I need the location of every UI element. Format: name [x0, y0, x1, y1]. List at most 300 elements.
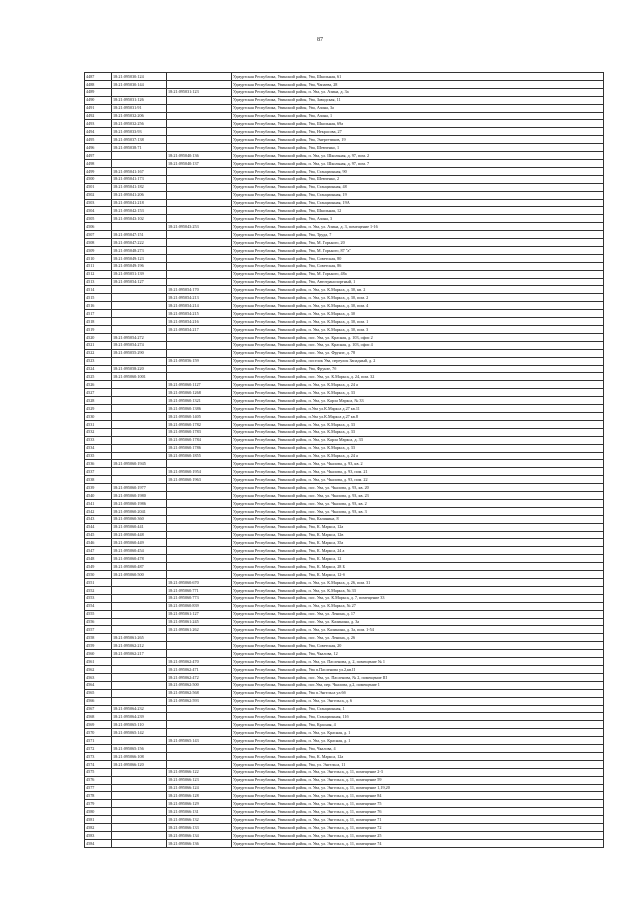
table-row — [85, 602, 604, 610]
address-cell: Удмуртская Республика, Увинский район, п. Ува, ул. Чкалова, д. 93, кв. 2 — [232, 460, 604, 468]
premises-cadastral-number-cell — [167, 270, 232, 278]
address-cell: Удмуртская Республика, Увинский район, п. Ува, ул. Карла Маркса, д. 33 — [232, 436, 604, 444]
cadastral-number-cell — [112, 452, 167, 460]
address-cell: Удмуртская Республика, Увинский район, п. Ува, ул. К.Маркса, д. 24 а — [232, 381, 604, 389]
cadastral-number-cell: 18:21:095051:139 — [112, 270, 167, 278]
table-row — [85, 152, 604, 160]
cadastral-number-cell: 18:21:095037:138 — [112, 136, 167, 144]
table-row — [85, 365, 604, 373]
table-row — [85, 270, 604, 278]
premises-cadastral-number-cell: 18:21:095062:471 — [167, 665, 232, 673]
address-cell: Удмуртская Республика, Увинский район, Ува, Чапаева, 28 — [232, 80, 604, 88]
cadastral-number-cell: 18:21:095060:1001 — [112, 373, 167, 381]
table-row — [85, 389, 604, 397]
cadastral-number-cell: 18:21:095031:126 — [112, 96, 167, 104]
table-row — [85, 286, 604, 294]
premises-cadastral-number-cell — [167, 262, 232, 270]
table-row — [85, 571, 604, 579]
premises-cadastral-number-cell — [167, 231, 232, 239]
row-number-cell: 4573 — [85, 752, 112, 760]
premises-cadastral-number-cell: 18:21:095056:159 — [167, 357, 232, 365]
row-number-cell: 4544 — [85, 523, 112, 531]
premises-cadastral-number-cell — [167, 144, 232, 152]
row-number-cell: 4503 — [85, 199, 112, 207]
cadastral-number-cell — [112, 824, 167, 832]
address-cell: Удмуртская Республика, Увинский район, п. Ува, ул. Школьная, д. 97, пом. 7 — [232, 159, 604, 167]
table-row — [85, 191, 604, 199]
cadastral-number-cell — [112, 389, 167, 397]
table-row — [85, 800, 604, 808]
row-number-cell: 4516 — [85, 302, 112, 310]
premises-cadastral-number-cell — [167, 175, 232, 183]
premises-cadastral-number-cell — [167, 128, 232, 136]
address-cell: Удмуртская Республика, Увинский район, п. Ува, ул. К.Маркса, д. 33 — [232, 428, 604, 436]
address-cell: Удмуртская Республика, Увинский район, п. Ува, ул. К.Маркса, д. 26, пом. 31 — [232, 579, 604, 587]
cadastral-number-cell — [112, 302, 167, 310]
table-row — [85, 199, 604, 207]
address-cell: Удмуртская Республика, Увинский район, п. Ува, ул. К.Маркса, д. 30, пом. 3 — [232, 326, 604, 334]
address-cell: Удмуртская Республика, Увинский район, п. Ува, ул. К.Маркса, № 27 — [232, 602, 604, 610]
cadastral-number-cell — [112, 784, 167, 792]
premises-cadastral-number-cell: 18:21:095060:1963 — [167, 476, 232, 484]
row-number-cell: 4512 — [85, 270, 112, 278]
address-cell: Удмуртская Республика, Увинский район, п. Ува, ул. Красная, д. 1 — [232, 737, 604, 745]
row-number-cell: 4574 — [85, 760, 112, 768]
address-cell: Удмуртская Республика, Увинский район, п. Ува, ул. Чкалова, д. 93, пом. 22 — [232, 476, 604, 484]
table-row — [85, 436, 604, 444]
premises-cadastral-number-cell — [167, 634, 232, 642]
address-cell: Удмуртская Республика, Увинский район, п. Ува, ул. К.Маркса, № 33 — [232, 586, 604, 594]
table-row — [85, 167, 604, 175]
table-row — [85, 476, 604, 484]
premises-cadastral-number-cell: 18:21:095066:129 — [167, 800, 232, 808]
cadastral-number-cell: 18:21:095060:449 — [112, 539, 167, 547]
premises-cadastral-number-cell — [167, 80, 232, 88]
address-cell: Удмуртская Республика, Увинский район, Ува, Азина, 1 — [232, 112, 604, 120]
row-number-cell: 4527 — [85, 389, 112, 397]
table-row — [85, 484, 604, 492]
table-row — [85, 357, 604, 365]
premises-cadastral-number-cell — [167, 760, 232, 768]
table-row — [85, 262, 604, 270]
cadastral-number-cell — [112, 697, 167, 705]
row-number-cell: 4492 — [85, 112, 112, 120]
cadastral-number-cell: 18:21:095058:220 — [112, 365, 167, 373]
premises-cadastral-number-cell: 18:21:095054:217 — [167, 326, 232, 334]
cadastral-number-cell — [112, 626, 167, 634]
premises-cadastral-number-cell — [167, 120, 232, 128]
row-number-cell: 4521 — [85, 341, 112, 349]
premises-cadastral-number-cell — [167, 752, 232, 760]
address-cell: Удмуртская Республика, Увинский район, пос. Ува, ул. Чкалова, д. 93, кв. 3 — [232, 507, 604, 515]
premises-cadastral-number-cell: 18:21:095054:216 — [167, 318, 232, 326]
row-number-cell: 4500 — [85, 175, 112, 183]
address-cell: Удмуртская Республика, Увинский район, Ува, Труда, 7 — [232, 231, 604, 239]
address-cell: Удмуртская Республика, Увинский район, пос. Ува, ул. К.Маркса, д. 24, пом. 32 — [232, 373, 604, 381]
premises-cadastral-number-cell: 18:21:095066:128 — [167, 792, 232, 800]
row-number-cell: 4499 — [85, 167, 112, 175]
cadastral-number-cell: 18:21:095060:441 — [112, 523, 167, 531]
premises-cadastral-number-cell: 18:21:095060:670 — [167, 579, 232, 587]
row-number-cell: 4490 — [85, 96, 112, 104]
address-cell: Удмуртская Республика, Увинский район, пос. Ува, ул. Чкалова, д. 93, кв. 2 — [232, 499, 604, 507]
premises-cadastral-number-cell: 18:21:095060:1386 — [167, 405, 232, 413]
table-row — [85, 73, 604, 81]
premises-cadastral-number-cell: 18:21:095060:1855 — [167, 452, 232, 460]
table-row — [85, 721, 604, 729]
address-cell: Удмуртская Республика, Увинский район, п. Ува, ул. Азина, д. 3а — [232, 88, 604, 96]
table-row — [85, 128, 604, 136]
address-cell: Удмуртская Республика, Увинский район, п. Ува, ул. Школьная, д. 97, пом. 2 — [232, 152, 604, 160]
premises-cadastral-number-cell — [167, 183, 232, 191]
cadastral-number-cell: 18:21:095055:290 — [112, 349, 167, 357]
row-number-cell: 4540 — [85, 492, 112, 500]
address-cell: Удмуртская Республика, Увинский район, Ува, М. Горького, 48а — [232, 270, 604, 278]
table-row — [85, 104, 604, 112]
row-number-cell: 4581 — [85, 816, 112, 824]
row-number-cell: 4501 — [85, 183, 112, 191]
address-cell: Удмуртская Республика, Увинский район, п. Ува, ул. К.Маркса, д. 30, пом. 1 — [232, 318, 604, 326]
row-number-cell: 4537 — [85, 468, 112, 476]
row-number-cell: 4580 — [85, 808, 112, 816]
address-cell: Удмуртская Республика, Увинский район, п.Ува ул.К.Маркса д.27 кв.8 — [232, 412, 604, 420]
table-row — [85, 428, 604, 436]
cadastral-number-cell — [112, 808, 167, 816]
premises-cadastral-number-cell: 18:21:095054:214 — [167, 302, 232, 310]
premises-cadastral-number-cell — [167, 349, 232, 357]
address-cell: Удмуртская Республика, Увинский район, Ува, Станционная, 90 — [232, 167, 604, 175]
premises-cadastral-number-cell: 18:21:095066:136 — [167, 839, 232, 847]
table-row — [85, 381, 604, 389]
premises-cadastral-number-cell — [167, 484, 232, 492]
premises-cadastral-number-cell — [167, 555, 232, 563]
cadastral-number-cell — [112, 816, 167, 824]
address-cell: Удмуртская Республика, Увинский район, Ува, М. Горького, 87 "а" — [232, 246, 604, 254]
premises-cadastral-number-cell — [167, 713, 232, 721]
premises-cadastral-number-cell — [167, 333, 232, 341]
address-cell: Удмуртская Республика, Увинский район, п. Ува, ул. Карла Маркса, № 33 — [232, 397, 604, 405]
row-number-cell: 4520 — [85, 333, 112, 341]
row-number-cell: 4582 — [85, 824, 112, 832]
table-row — [85, 745, 604, 753]
premises-cadastral-number-cell: 18:21:095060:1268 — [167, 389, 232, 397]
row-number-cell: 4559 — [85, 642, 112, 650]
table-row — [85, 254, 604, 262]
table-row — [85, 713, 604, 721]
row-number-cell: 4566 — [85, 697, 112, 705]
cadastral-number-cell: 18:21:095062:212 — [112, 642, 167, 650]
cadastral-number-cell — [112, 673, 167, 681]
premises-cadastral-number-cell — [167, 507, 232, 515]
address-cell: Удмуртская Республика, Увинский район, Ува, Советская, 80 — [232, 254, 604, 262]
table-row — [85, 824, 604, 832]
address-cell: Удмуртская Республика, Увинский район, п. Ува, ул. Азина, д. 3, помещение 1-16 — [232, 223, 604, 231]
cadastral-number-cell: 18:21:095054:272 — [112, 333, 167, 341]
row-number-cell: 4496 — [85, 144, 112, 152]
premises-cadastral-number-cell: 18:21:095066:132 — [167, 816, 232, 824]
address-cell: Удмуртская Республика, Увинский район, п. Ува, ул. Энгельса, д. 11, помещение 74 — [232, 839, 604, 847]
table-row — [85, 832, 604, 840]
cadastral-number-cell — [112, 420, 167, 428]
row-number-cell: 4506 — [85, 223, 112, 231]
premises-cadastral-number-cell — [167, 745, 232, 753]
premises-cadastral-number-cell — [167, 460, 232, 468]
cadastral-number-cell — [112, 412, 167, 420]
table-row — [85, 752, 604, 760]
row-number-cell: 4552 — [85, 586, 112, 594]
premises-cadastral-number-cell: 18:21:095054:170 — [167, 286, 232, 294]
row-number-cell: 4575 — [85, 768, 112, 776]
table-row — [85, 294, 604, 302]
cadastral-number-cell — [112, 397, 167, 405]
table-row — [85, 223, 604, 231]
table-row — [85, 175, 604, 183]
row-number-cell: 4489 — [85, 88, 112, 96]
row-number-cell: 4554 — [85, 602, 112, 610]
cadastral-number-cell — [112, 768, 167, 776]
premises-cadastral-number-cell: 18:21:095062:500 — [167, 681, 232, 689]
premises-cadastral-number-cell: 18:21:095040:136 — [167, 152, 232, 160]
cadastral-number-cell — [112, 665, 167, 673]
premises-cadastral-number-cell: 18:21:095062:568 — [167, 689, 232, 697]
cadastral-number-cell: 18:21:095031:91 — [112, 104, 167, 112]
premises-cadastral-number-cell: 18:21:095066:133 — [167, 824, 232, 832]
table-row — [85, 420, 604, 428]
table-row — [85, 816, 604, 824]
row-number-cell: 4545 — [85, 531, 112, 539]
address-cell: Удмуртская Республика, Увинский район, пос. Ува, ул. Красная, д. 103, офис 2 — [232, 333, 604, 341]
cadastral-number-cell — [112, 294, 167, 302]
table-row — [85, 333, 604, 341]
row-number-cell: 4494 — [85, 128, 112, 136]
cadastral-number-cell: 18:21:095066:108 — [112, 752, 167, 760]
premises-cadastral-number-cell — [167, 539, 232, 547]
cadastral-number-cell — [112, 610, 167, 618]
table-row — [85, 215, 604, 223]
cadastral-number-cell — [112, 681, 167, 689]
address-cell: Удмуртская Республика, Увинский район, п. Ува, ул. Энгельса, д. 11, помещение 72 — [232, 824, 604, 832]
cadastral-number-cell — [112, 310, 167, 318]
row-number-cell: 4553 — [85, 594, 112, 602]
cadastral-number-cell: 18:21:095066:120 — [112, 760, 167, 768]
cadastral-number-cell: 18:21:095060:454 — [112, 547, 167, 555]
table-row — [85, 468, 604, 476]
table-row — [85, 80, 604, 88]
table-row — [85, 120, 604, 128]
address-cell: Удмуртская Республика, Увинский район, поселок Ува, переулок Западный, д. 2 — [232, 357, 604, 365]
table-row — [85, 531, 604, 539]
cadastral-number-cell: 18:21:095060:478 — [112, 555, 167, 563]
address-cell: Удмуртская Республика, Увинский район, п. Ува, ул. Энгельса, д. 11, помещение 76 — [232, 808, 604, 816]
premises-cadastral-number-cell — [167, 515, 232, 523]
premises-cadastral-number-cell — [167, 642, 232, 650]
address-cell: Удмуртская Республика, Увинский район, Ува, К. Маркса, 12а — [232, 523, 604, 531]
address-cell: Удмуртская Республика, Увинский район, пос. Ува, ул. Чкалова, д. 93, кв. 23 — [232, 492, 604, 500]
row-number-cell: 4549 — [85, 563, 112, 571]
address-cell: Удмуртская Республика, Увинский район, Ува, Азина, 3 — [232, 215, 604, 223]
premises-cadastral-number-cell — [167, 136, 232, 144]
row-number-cell: 4536 — [85, 460, 112, 468]
table-row — [85, 492, 604, 500]
row-number-cell: 4568 — [85, 713, 112, 721]
premises-cadastral-number-cell: 18:21:095066:124 — [167, 784, 232, 792]
row-number-cell: 4493 — [85, 120, 112, 128]
address-cell: Удмуртская Республика, Увинский район, п. Ува, ул. Энгельса, д. 11, помещение 71 — [232, 816, 604, 824]
row-number-cell: 4534 — [85, 444, 112, 452]
row-number-cell: 4584 — [85, 839, 112, 847]
row-number-cell: 4502 — [85, 191, 112, 199]
cadastral-number-cell — [112, 159, 167, 167]
row-number-cell: 4495 — [85, 136, 112, 144]
table-row — [85, 650, 604, 658]
premises-cadastral-number-cell — [167, 73, 232, 81]
cadastral-number-cell — [112, 436, 167, 444]
cadastral-number-cell: 18:21:095049:123 — [112, 254, 167, 262]
premises-cadastral-number-cell — [167, 650, 232, 658]
cadastral-number-cell: 18:21:095032:256 — [112, 120, 167, 128]
address-cell: Удмуртская Республика, Увинский район, п. Ува, ул. Энгельса, д. 11, помещение 25 — [232, 832, 604, 840]
cadastral-number-cell — [112, 318, 167, 326]
cadastral-number-cell: 18:21:095038:71 — [112, 144, 167, 152]
address-cell: Удмуртская Республика, Увинский район, п. Ува, ул. Энгельса, д. 11, помещение 1,19,20 — [232, 784, 604, 792]
address-cell: Удмуртская Республика, Увинский район, п. Ува, ул. Энгельса, д. 11, помещение 84 — [232, 792, 604, 800]
cadastral-number-cell — [112, 428, 167, 436]
address-cell: Удмуртская Республика, Увинский район, п. Ува, ул. К.Маркса, д. 33 — [232, 389, 604, 397]
cadastral-number-cell: 18:21:095049:196 — [112, 262, 167, 270]
cadastral-number-cell — [112, 468, 167, 476]
row-number-cell: 4564 — [85, 681, 112, 689]
premises-cadastral-number-cell — [167, 729, 232, 737]
row-number-cell: 4511 — [85, 262, 112, 270]
row-number-cell: 4497 — [85, 152, 112, 160]
cadastral-number-cell — [112, 776, 167, 784]
table-row — [85, 697, 604, 705]
address-cell: Удмуртская Республика, Увинский район, п. Ува, ул. Красная, д. 1 — [232, 729, 604, 737]
address-cell: Удмуртская Республика, Увинский район, п. Ува, ул. Энгельса, д. 11, помещение 75 — [232, 800, 604, 808]
table-row — [85, 760, 604, 768]
premises-cadastral-number-cell: 18:21:095043:253 — [167, 223, 232, 231]
premises-cadastral-number-cell: 18:21:095062:472 — [167, 673, 232, 681]
row-number-cell: 4510 — [85, 254, 112, 262]
row-number-cell: 4539 — [85, 484, 112, 492]
table-row — [85, 444, 604, 452]
premises-cadastral-number-cell — [167, 499, 232, 507]
premises-cadastral-number-cell: 18:21:095065:143 — [167, 737, 232, 745]
table-row — [85, 658, 604, 666]
row-number-cell: 4507 — [85, 231, 112, 239]
address-cell: Удмуртская Республика, Увинский район, Ува, Шевченко, 1 — [232, 144, 604, 152]
table-row — [85, 460, 604, 468]
row-number-cell: 4504 — [85, 207, 112, 215]
table-row — [85, 231, 604, 239]
row-number-cell: 4526 — [85, 381, 112, 389]
premises-cadastral-number-cell: 18:21:095060:839 — [167, 602, 232, 610]
premises-cadastral-number-cell — [167, 278, 232, 286]
cadastral-number-cell: 18:21:095047:222 — [112, 239, 167, 247]
cadastral-number-cell: 18:21:095064:239 — [112, 713, 167, 721]
row-number-cell: 4532 — [85, 428, 112, 436]
row-number-cell: 4531 — [85, 420, 112, 428]
table-row — [85, 499, 604, 507]
table-row — [85, 405, 604, 413]
premises-cadastral-number-cell: 18:21:095061:127 — [167, 610, 232, 618]
address-cell: Удмуртская Республика, Увинский район, п. Ува, ул. Пасленова, д. 2, помещение № 1 — [232, 658, 604, 666]
table-row — [85, 136, 604, 144]
premises-cadastral-number-cell — [167, 254, 232, 262]
premises-cadastral-number-cell: 18:21:095060:1786 — [167, 444, 232, 452]
table-row — [85, 681, 604, 689]
address-cell: Удмуртская Республика, Увинский район, п. Ува, ул. Энгельса, д. 11, помещение 59 — [232, 776, 604, 784]
table-row — [85, 341, 604, 349]
row-number-cell: 4556 — [85, 618, 112, 626]
premises-cadastral-number-cell — [167, 96, 232, 104]
table-row — [85, 729, 604, 737]
cadastral-number-cell — [112, 357, 167, 365]
address-cell: Удмуртская Республика, Увинский район, Ува, Станционная, 19 — [232, 191, 604, 199]
premises-cadastral-number-cell: 18:21:095060:1954 — [167, 468, 232, 476]
address-cell: Удмуртская Республика, Увинский район, Ува, Школьная, 69а — [232, 120, 604, 128]
row-number-cell: 4555 — [85, 610, 112, 618]
table-row — [85, 239, 604, 247]
row-number-cell: 4523 — [85, 357, 112, 365]
address-cell: Удмуртская Республика, Увинский район, Ува, Чкалова, 4 — [232, 745, 604, 753]
cadastral-number-cell — [112, 737, 167, 745]
address-cell: Удмуртская Республика, Увинский район, Ува, К. Маркса, 24 а — [232, 547, 604, 555]
row-number-cell: 4570 — [85, 729, 112, 737]
row-number-cell: 4528 — [85, 397, 112, 405]
table-row — [85, 302, 604, 310]
premises-cadastral-number-cell: 18:21:095062:593 — [167, 697, 232, 705]
premises-cadastral-number-cell: 18:21:095060:1784 — [167, 436, 232, 444]
premises-cadastral-number-cell: 18:21:095054:213 — [167, 294, 232, 302]
table-row — [85, 507, 604, 515]
row-number-cell: 4543 — [85, 515, 112, 523]
row-number-cell: 4518 — [85, 318, 112, 326]
premises-cadastral-number-cell — [167, 563, 232, 571]
address-cell: Удмуртская Республика, Увинский район, Ува, Станционная, 48 — [232, 183, 604, 191]
cadastral-number-cell: 18:21:095060:448 — [112, 531, 167, 539]
address-cell: Удмуртская Республика, Увинский район, Ува, К. Маркса, 28 Б — [232, 563, 604, 571]
cadastral-number-cell: 18:21:095032:206 — [112, 112, 167, 120]
address-cell: Удмуртская Республика, Увинский район, Ува, Советская, 20 — [232, 642, 604, 650]
address-cell: Удмуртская Республика, Увинский район, пос. Ува, ул. Красная, д. 103, офис 4 — [232, 341, 604, 349]
cadastral-number-cell — [112, 586, 167, 594]
cadastral-number-cell: 18:21:095061:265 — [112, 634, 167, 642]
cadastral-number-cell — [112, 792, 167, 800]
address-cell: Удмуртская Республика, Увинский район, Ува, Фрунзе, 7б — [232, 365, 604, 373]
cadastral-number-cell — [112, 405, 167, 413]
row-number-cell: 4576 — [85, 776, 112, 784]
address-cell: Удмуртская Республика, Увинский район, п. Ува, ул. Энгельса, д. 6 — [232, 697, 604, 705]
address-cell: Удмуртская Республика, Увинский район, п. Ува, ул. Чкалова, д. 93, пом. 21 — [232, 468, 604, 476]
address-cell: Удмуртская Республика, Увинский район, Ува, Школьная, 61 — [232, 73, 604, 81]
premises-cadastral-number-cell — [167, 207, 232, 215]
premises-cadastral-number-cell — [167, 547, 232, 555]
table-row — [85, 310, 604, 318]
cadastral-number-cell: 18:21:095060:1945 — [112, 460, 167, 468]
premises-cadastral-number-cell: 18:21:095060:1127 — [167, 381, 232, 389]
table-row — [85, 515, 604, 523]
premises-cadastral-number-cell — [167, 721, 232, 729]
address-cell: Удмуртская Республика, Увинский район, Ува, Станционная, 1 — [232, 705, 604, 713]
premises-cadastral-number-cell — [167, 191, 232, 199]
table-row — [85, 326, 604, 334]
row-number-cell: 4567 — [85, 705, 112, 713]
table-row — [85, 784, 604, 792]
row-number-cell: 4522 — [85, 349, 112, 357]
premises-cadastral-number-cell: 18:21:095061:262 — [167, 626, 232, 634]
address-cell: Удмуртская Республика, Увинский район, Ува, Энергетиков, 19 — [232, 136, 604, 144]
